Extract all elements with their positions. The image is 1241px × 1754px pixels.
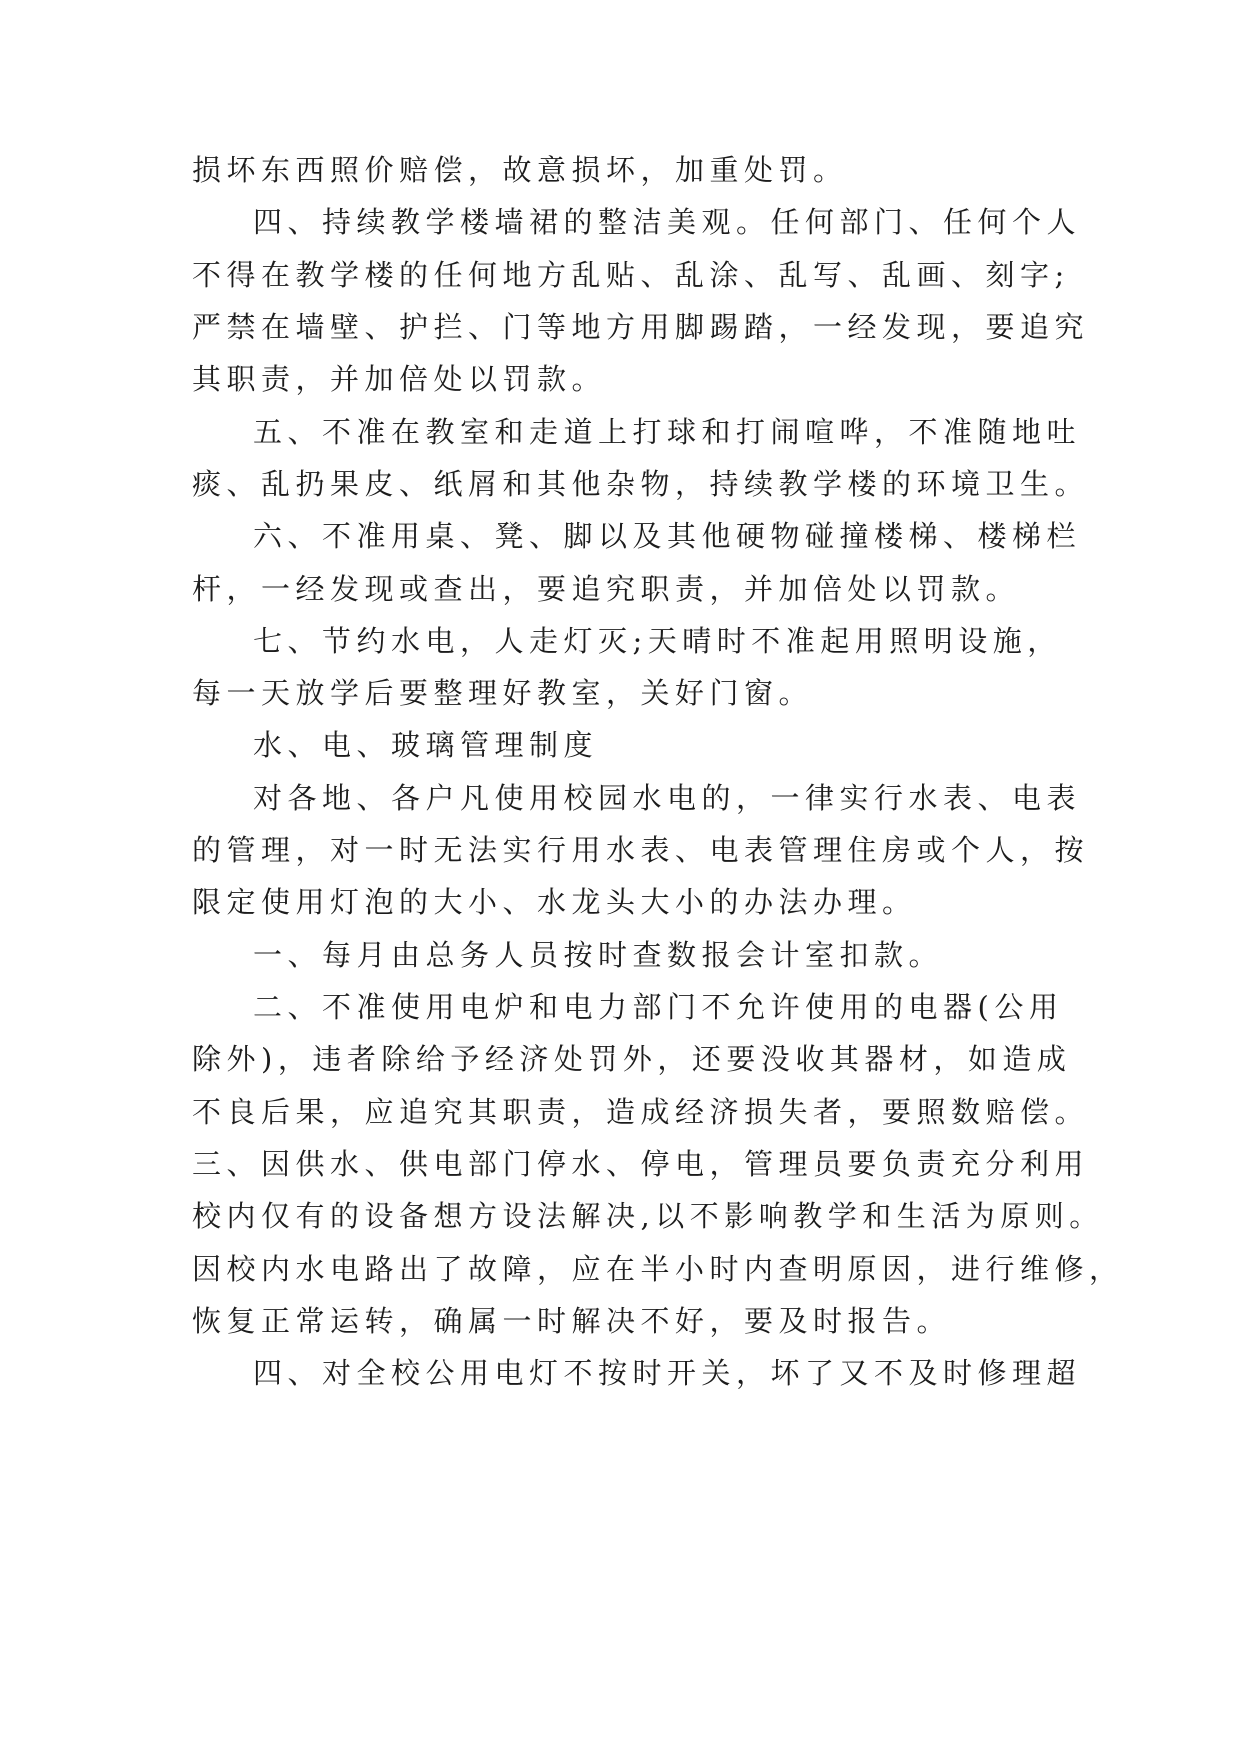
- text-line: 每一天放学后要整理好教室，关好门窗。: [192, 676, 814, 710]
- text-line: 四、持续教学楼墙裙的整洁美观。任何部门、任何个人: [253, 205, 1082, 239]
- text-line: 的管理，对一时无法实行用水表、电表管理住房或个人，按: [192, 833, 1090, 867]
- text-line: 除外)，违者除给予经济处罚外，还要没收其器材，如造成: [192, 1042, 1072, 1076]
- text-line: 因校内水电路出了故障，应在半小时内查明原因，进行维修，: [192, 1252, 1124, 1286]
- text-line: 严禁在墙壁、护拦、门等地方用脚踢踏，一经发现，要追究: [192, 310, 1090, 344]
- text-line: 二、不准使用电炉和电力部门不允许使用的电器(公用: [253, 990, 1064, 1024]
- text-line: 其职责，并加倍处以罚款。: [192, 362, 607, 396]
- text-line: 对各地、各户凡使用校园水电的，一律实行水表、电表: [253, 781, 1082, 815]
- text-line: 六、不准用桌、凳、脚以及其他硬物碰撞楼梯、楼梯栏: [253, 519, 1082, 553]
- text-line: 四、对全校公用电灯不按时开关，坏了又不及时修理超: [253, 1356, 1082, 1390]
- text-line: 损坏东西照价赔偿，故意损坏，加重处罚。: [192, 153, 848, 187]
- text-line: 不得在教学楼的任何地方乱贴、乱涂、乱写、乱画、刻字;: [192, 258, 1070, 292]
- text-line: 恢复正常运转，确属一时解决不好，要及时报告。: [192, 1304, 952, 1338]
- text-line: 一、每月由总务人员按时查数报会计室扣款。: [253, 938, 944, 972]
- text-line: 三、因供水、供电部门停水、停电，管理员要负责充分利用: [192, 1147, 1090, 1181]
- text-line: 杆，一经发现或查出，要追究职责，并加倍处以罚款。: [192, 572, 1021, 606]
- section-heading: 水、电、玻璃管理制度: [253, 728, 599, 762]
- text-line: 七、节约水电，人走灯灭;天晴时不准起用照明设施，: [253, 624, 1062, 658]
- text-line: 限定使用灯泡的大小、水龙头大小的办法办理。: [192, 885, 917, 919]
- text-line: 不良后果，应追究其职责，造成经济损失者，要照数赔偿。: [192, 1095, 1090, 1129]
- text-line: 五、不准在教室和走道上打球和打闹喧哗，不准随地吐: [253, 415, 1082, 449]
- text-line: 校内仅有的设备想方设法解决,以不影响教学和生活为原则。: [192, 1199, 1104, 1233]
- text-line: 痰、乱扔果皮、纸屑和其他杂物，持续教学楼的环境卫生。: [192, 467, 1090, 501]
